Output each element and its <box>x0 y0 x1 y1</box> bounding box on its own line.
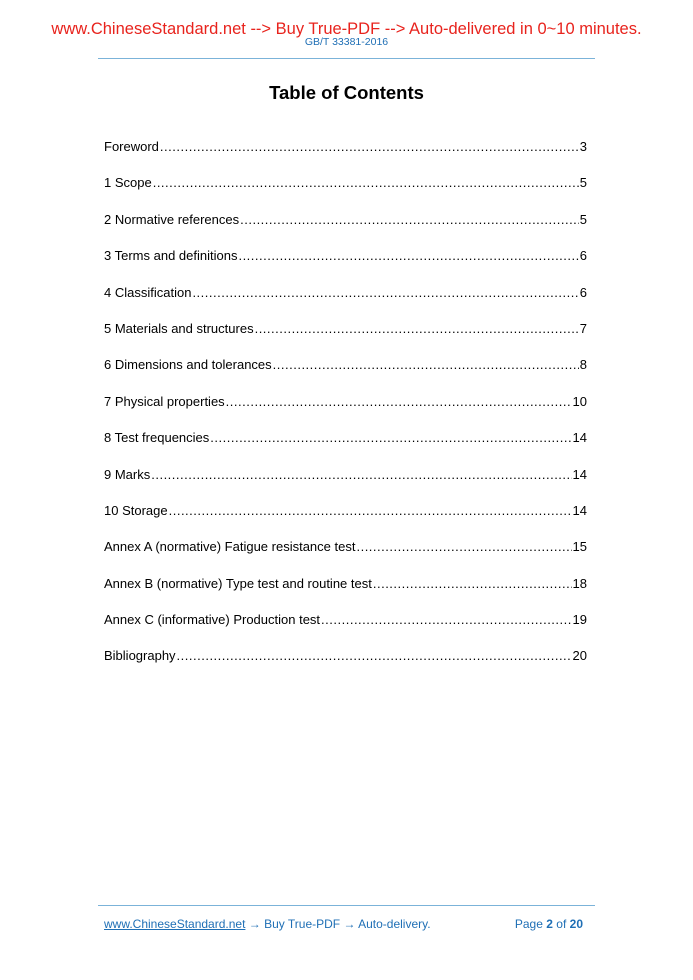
toc-entry-title: Foreword <box>104 139 159 154</box>
page-of: of <box>556 917 567 931</box>
dot-leader <box>273 356 579 374</box>
toc-entry-title: 8 Test frequencies <box>104 430 210 446</box>
table-of-contents <box>104 138 587 684</box>
toc-entry-terms-definitions[interactable] <box>104 247 587 283</box>
dot-leader <box>169 502 572 520</box>
toc-entry-page: 7 <box>579 320 587 336</box>
toc-entry-test-frequencies[interactable] <box>104 429 587 465</box>
toc-entry-title: 3 Terms and definitions <box>104 248 238 264</box>
dot-leader <box>356 538 571 556</box>
toc-entry-annex-a[interactable] <box>104 538 587 574</box>
dot-leader <box>177 647 572 665</box>
dot-leader <box>238 247 578 265</box>
page-indicator <box>515 916 583 932</box>
dot-leader <box>240 211 579 229</box>
toc-entry-page: 19 <box>572 612 587 628</box>
page-title: Table of Contents <box>269 82 424 103</box>
dot-leader <box>373 575 572 593</box>
toc-entry-physical-properties[interactable] <box>104 393 587 429</box>
toc-entry-page: 6 <box>579 284 587 300</box>
page-word: Page <box>514 917 543 931</box>
dot-leader <box>160 138 579 156</box>
toc-entry-title: 2 Normative references <box>104 211 240 227</box>
footer-tagline: → Buy True-PDF → Auto-delivery. <box>245 917 431 931</box>
dot-leader <box>226 393 572 411</box>
header-divider <box>98 58 595 59</box>
footer-divider <box>98 905 595 906</box>
document-code: GB/T 33381-2016 <box>304 36 389 48</box>
toc-entry-foreword[interactable] <box>104 138 587 174</box>
dot-leader <box>153 174 579 192</box>
toc-entry-materials-structures[interactable] <box>104 320 587 356</box>
toc-entry-page: 20 <box>572 648 587 664</box>
toc-entry-title: Annex B (normative) Type test and routine test <box>104 575 372 591</box>
toc-entry-title: 6 Dimensions and tolerances <box>104 357 272 373</box>
toc-entry-page: 14 <box>572 430 587 446</box>
toc-entry-page: 10 <box>572 393 587 409</box>
dot-leader <box>321 611 571 629</box>
page-current: 2 <box>546 917 553 931</box>
toc-entry-page: 14 <box>572 502 587 518</box>
toc-entry-page: 8 <box>579 357 587 373</box>
toc-entry-page: 5 <box>579 175 587 191</box>
toc-entry-storage[interactable] <box>104 502 587 538</box>
dot-leader <box>151 466 571 484</box>
toc-entry-title: 7 Physical properties <box>104 393 225 409</box>
toc-entry-scope[interactable] <box>104 174 587 210</box>
toc-entry-bibliography[interactable] <box>104 647 587 683</box>
toc-entry-page: 3 <box>579 139 587 154</box>
dot-leader <box>192 284 578 302</box>
footer-site-link[interactable]: www.ChineseStandard.net <box>104 917 246 931</box>
toc-entry-title: 9 Marks <box>104 466 151 482</box>
toc-entry-title: 10 Storage <box>104 502 168 518</box>
page-total: 20 <box>569 917 583 931</box>
toc-entry-title: Annex A (normative) Fatigue resistance test <box>104 539 356 555</box>
footer-promo <box>104 916 431 932</box>
promo-banner[interactable]: www.ChineseStandard.net --> Buy True-PDF --> Auto-delivered in 0~10 minutes. <box>51 20 642 38</box>
toc-entry-title: Bibliography <box>104 648 176 664</box>
toc-entry-title: 5 Materials and structures <box>104 320 254 336</box>
toc-entry-annex-b[interactable] <box>104 575 587 611</box>
toc-entry-title: Annex C (informative) Production test <box>104 612 321 628</box>
toc-entry-normative-references[interactable] <box>104 211 587 247</box>
dot-leader <box>255 320 579 338</box>
dot-leader <box>210 429 571 447</box>
toc-entry-dimensions-tolerances[interactable] <box>104 356 587 392</box>
toc-entry-page: 15 <box>572 539 587 555</box>
toc-entry-classification[interactable] <box>104 284 587 320</box>
toc-entry-annex-c[interactable] <box>104 611 587 647</box>
toc-entry-page: 18 <box>572 575 587 591</box>
toc-entry-title: 4 Classification <box>104 284 192 300</box>
toc-entry-page: 6 <box>579 248 587 264</box>
toc-entry-page: 14 <box>572 466 587 482</box>
toc-entry-title: 1 Scope <box>104 175 152 191</box>
toc-entry-marks[interactable] <box>104 466 587 502</box>
toc-entry-page: 5 <box>579 211 587 227</box>
